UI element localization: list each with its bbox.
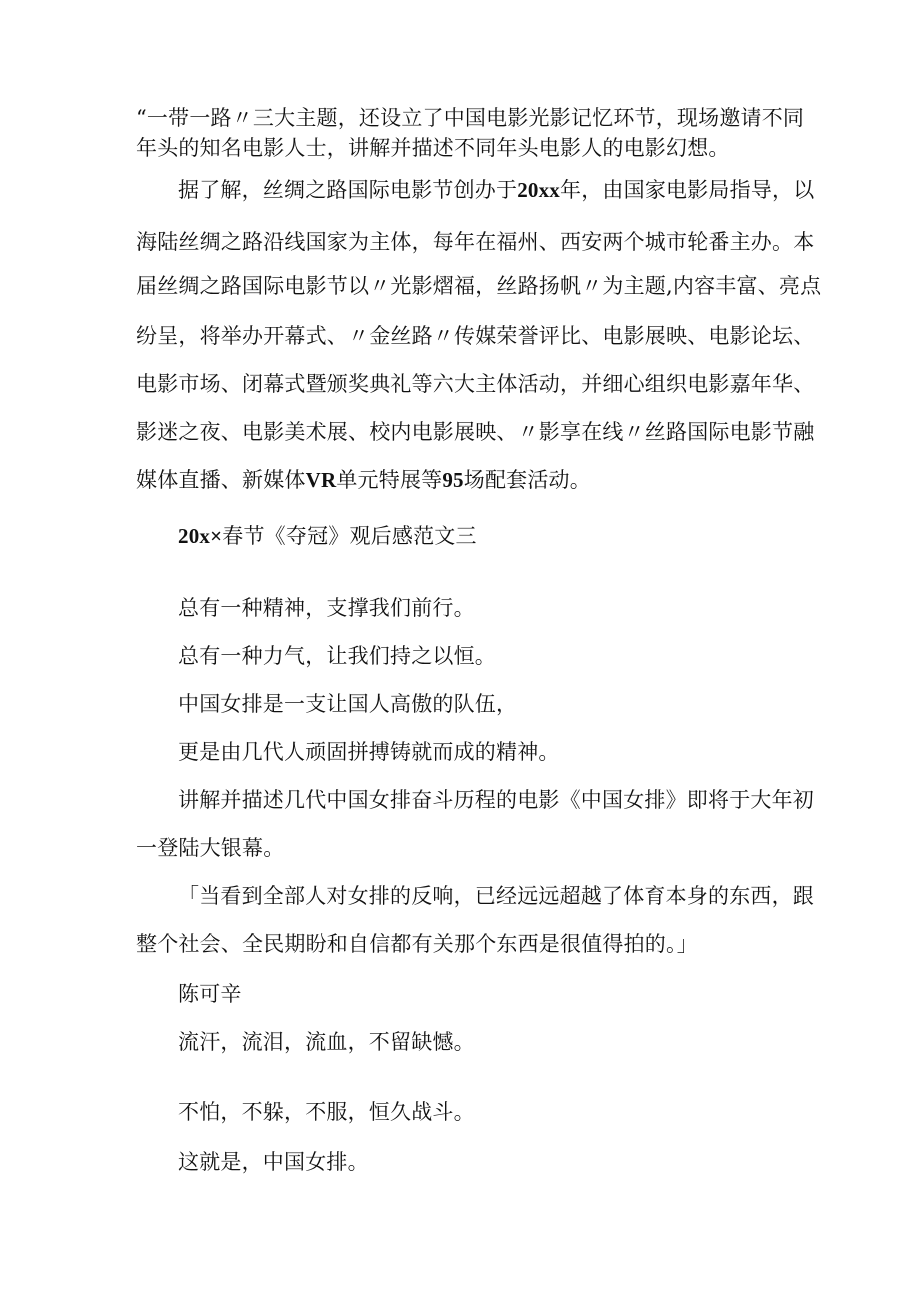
body-line-10: 这就是，中国女排。 (178, 1150, 369, 1174)
paragraph-2-line-4: 纷呈，将举办开幕式、〃金丝路〃传媒荣誉评比、电影展映、电影论坛、 (136, 324, 815, 348)
paragraph-2-line-1 (178, 176, 814, 204)
body-line-9: 不怕，不躲，不服，恒久战斗。 (178, 1100, 475, 1124)
text-run: 年，由国家电影局指导，以 (560, 178, 815, 202)
year-text: 20xx (517, 178, 561, 202)
paragraph-1-line-1: “一带一路〃三大主题，还设立了中国电影光影记忆环节，现场邀请不同 (136, 106, 805, 130)
text-run: 媒体直播、新媒体 (136, 468, 306, 492)
paragraph-2-line-6: 影迷之夜、电影美术展、校内电影展映、〃影享在线〃丝路国际电影节融 (136, 420, 815, 444)
paragraph-1-line-2: 年头的知名电影人士，讲解并描述不同年头电影人的电影幻想。 (136, 136, 730, 160)
body-line-5b: 一登陆大银幕。 (136, 836, 285, 860)
text-run: 据了解，丝绸之路国际电影节创办于 (178, 178, 518, 202)
body-line-5a: 讲解并描述几代中国女排奋斗历程的电影《中国女排》即将于大年初 (178, 788, 814, 812)
body-line-1: 总有一种精神，支撑我们前行。 (178, 596, 475, 620)
body-line-2: 总有一种力气，让我们持之以恒。 (178, 644, 496, 668)
body-line-8: 流汗，流泪，流血，不留缺憾。 (178, 1030, 475, 1054)
paragraph-2-line-3: 届丝绸之路国际电影节以〃光影熠福，丝路扬帆〃为主题,内容丰富、亮点 (136, 274, 822, 298)
paragraph-2-line-2: 海陆丝绸之路沿线国家为主体，每年在福州、西安两个城市轮番主办。本 (136, 230, 815, 254)
heading-text: 春节《夺冠》观后感范文三 (222, 524, 477, 548)
text-run: 场配套活动。 (463, 468, 591, 492)
quote-line-1: 「当看到全部人对女排的反响，已经远远超越了体育本身的东西，跟 (178, 884, 814, 908)
text-run: 单元特展等 (336, 468, 443, 492)
vr-text: VR (305, 468, 337, 492)
count-text: 95 (442, 468, 464, 492)
paragraph-2-line-7 (136, 466, 591, 494)
heading-prefix: 20x× (178, 524, 223, 548)
section-heading (178, 522, 477, 550)
paragraph-2-line-5: 电影市场、闭幕式暨颁奖典礼等六大主体活动，并细心组织电影嘉年华、 (136, 372, 815, 396)
body-line-3: 中国女排是一支让国人高傲的队伍， (178, 692, 518, 716)
body-line-4: 更是由几代人顽固拼搏铸就而成的精神。 (178, 740, 560, 764)
quote-line-2: 整个社会、全民期盼和自信都有关那个东西是很值得拍的。」 (136, 932, 698, 956)
author-name: 陈可辛 (178, 982, 242, 1006)
